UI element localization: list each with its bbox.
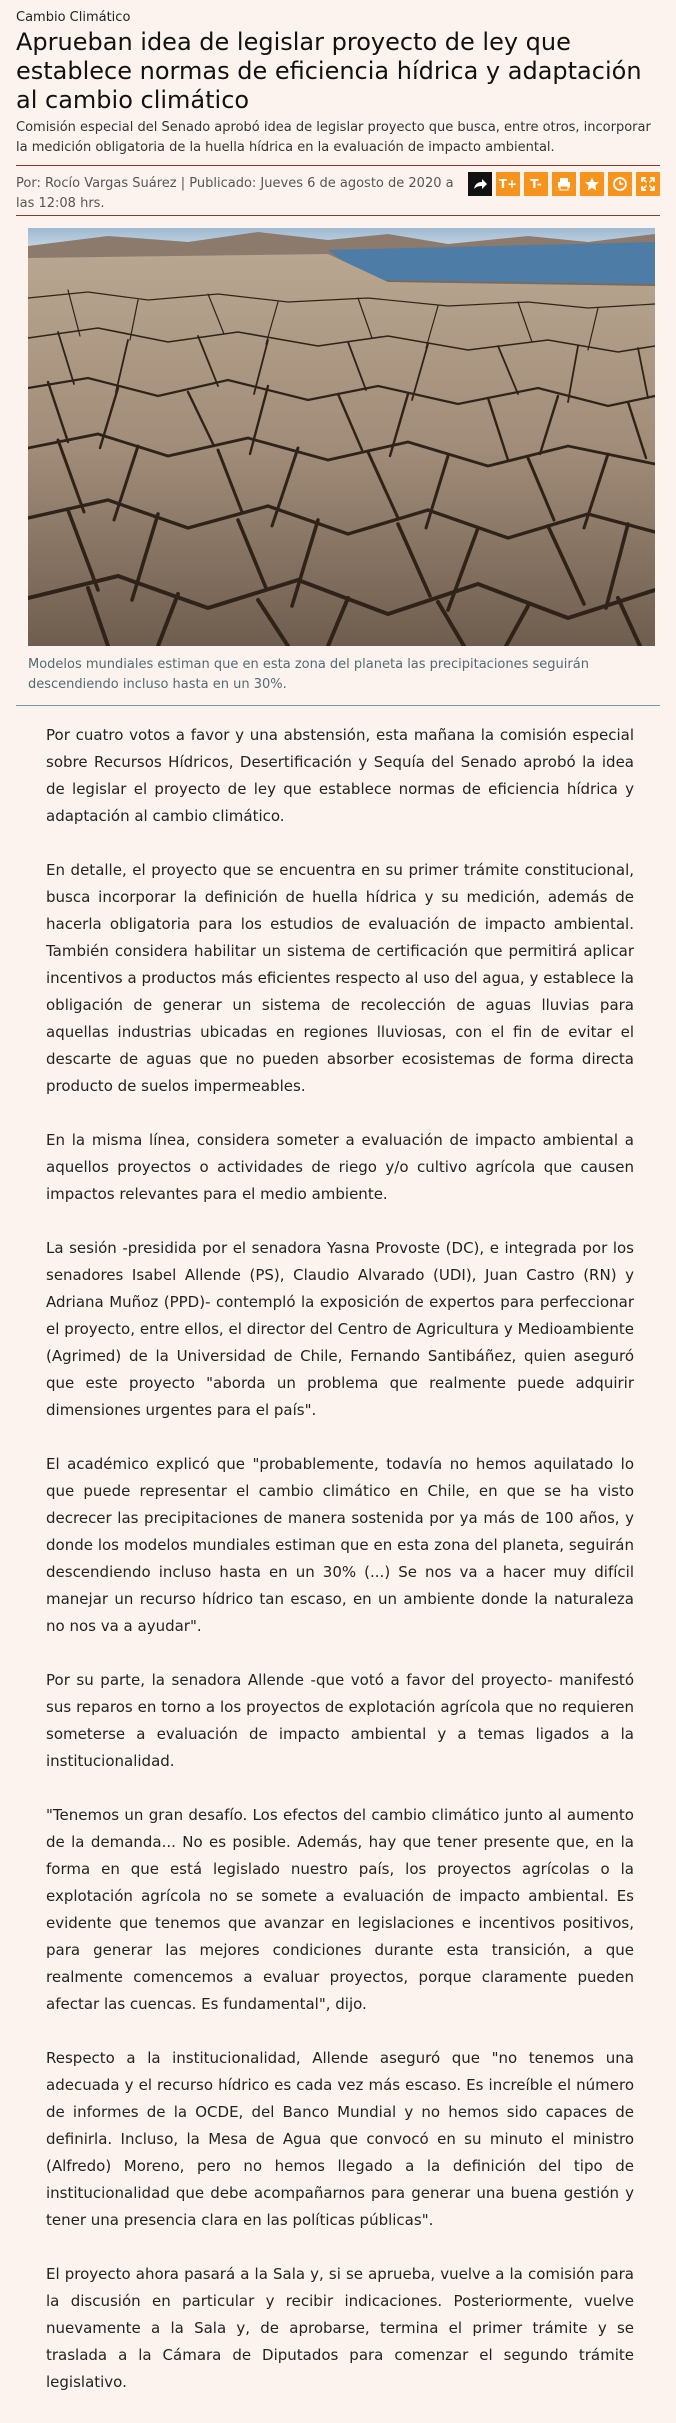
font-decrease-button[interactable]: T- [524, 172, 548, 196]
byline: Por: Rocío Vargas Suárez | Publicado: Jueves 6 de agosto de 2020 a las 12:08 hrs. [16, 176, 454, 211]
expand-icon [640, 176, 656, 192]
paragraph: Por su parte, la senadora Allende -que votó a favor del proyecto- manifestó sus reparos en torno a los proyectos de explotación agrícola que no requieren someterse a evaluación de impacto ambiental y a temas ligados a la institucionalidad. [46, 1671, 634, 1770]
paragraph: En la misma línea, considera someter a evaluación de impacto ambiental a aquellos proyectos o actividades de riego y/o cultivo agrícola que causen impactos relevantes para el medio ambiente. [46, 1131, 634, 1203]
article-body [46, 722, 634, 2423]
share-icon [472, 176, 488, 192]
article-title: Aprueban idea de legislar proyecto de ley que establece normas de eficiencia hídrica y adaptación al cambio climático [16, 28, 642, 114]
paragraph: Por cuatro votos a favor y una abstensión, esta mañana la comisión especial sobre Recursos Hídricos, Desertificación y Sequía del Senado aprobó la idea de legislar el proyecto de ley que establece normas de eficiencia hídrica y adaptación al cambio climático. [46, 726, 634, 825]
share-button[interactable] [468, 172, 492, 196]
fullscreen-button[interactable] [636, 172, 660, 196]
clock-icon [612, 176, 628, 192]
paragraph: Respecto a la institucionalidad, Allende aseguró que "no tenemos una adecuada y el recurso hídrico es cada vez más escaso. Es increíble el número de informes de la OCDE, del Banco Mundial y no hemos sido capaces de definirla. Incluso, la Mesa de Agua que convocó en su minuto el ministro (Alfredo) Moreno, pero no hemos llegado a la definición del tipo de institucionalidad que debe acompañarnos para generar una buena gestión y tener una presencia clara en las políticas públicas". [46, 2049, 634, 2229]
divider [16, 165, 660, 166]
article-toolbar [468, 172, 660, 196]
history-button[interactable] [608, 172, 632, 196]
paragraph: En detalle, el proyecto que se encuentra en su primer trámite constitucional, busca incorporar la definición de huella hídrica y su medición, además de hacerla obligatoria para los estudios de evaluación de impacto ambiental. También considera habilitar un sistema de certificación que permitirá aplicar incentivos a productos más eficientes respecto al uso del agua, y establece la obligación de generar un sistema de recolección de aguas lluvias para aquellas industrias ubicadas en regiones lluviosas, con el fin de evitar el descarte de aguas que no pueden absorber ecosistemas de forma directa producto de suelos impermeables. [46, 861, 634, 1095]
photo-caption: Modelos mundiales estiman que en esta zona del planeta las precipitaciones seguirán descendiendo incluso hasta en un 30%. [28, 657, 589, 692]
paragraph: El académico explicó que "probablemente, todavía no hemos aquilatado lo que puede representar el cambio climático en Chile, en que se ha visto decrecer las precipitaciones de manera sostenida por ya más de 100 años, y donde los modelos mundiales estiman que en esta zona del planeta, seguirán descendiendo incluso hasta en un 30% (...) Se nos va a hacer muy difícil manejar un recurso hídrico tan escaso, en un ambiente donde la naturaleza no nos va a ayudar". [46, 1455, 634, 1635]
divider [16, 705, 660, 706]
paragraph: "Tenemos un gran desafío. Los efectos del cambio climático junto al aumento de la demanda... No es posible. Además, hay que tener presente que, en la forma en que está legislado nuestro país, los proyectos agrícolas o la explotación agrícola no se somete a evaluación de impacto ambiental. Es evidente que tenemos que avanzar en legislaciones e incentivos positivos, para generar las mejores condiciones durante esta transición, a que realmente comencemos a evaluar proyectos, porque claramente pueden afectar las cuencas. Es fundamental", dijo. [46, 1806, 634, 2013]
paragraph: La sesión -presidida por el senadora Yasna Provoste (DC), e integrada por los senadores Isabel Allende (PS), Claudio Alvarado (UDI), Juan Castro (RN) y Adriana Muñoz (PPD)- contempló la exposición de expertos para perfeccionar el proyecto, entre ellos, el director del Centro de Agricultura y Medioambiente (Agrimed) de la Universidad de Chile, Fernando Santibáñez, quien aseguró que este proyecto "aborda un problema que realmente puede adquirir dimensiones urgentes para el país". [46, 1239, 634, 1419]
print-button[interactable] [552, 172, 576, 196]
divider [16, 215, 660, 216]
article-subtitle: Comisión especial del Senado aprobó idea de legislar proyecto que busca, entre otros, incorporar la medición obligatoria de la huella hídrica en la evaluación de impacto ambiental. [16, 120, 651, 155]
article-photo [28, 228, 655, 646]
star-icon [584, 176, 600, 192]
favorite-button[interactable] [580, 172, 604, 196]
font-increase-button[interactable]: T+ [496, 172, 520, 196]
dry-cracked-earth-photo [28, 228, 655, 646]
print-icon [556, 176, 572, 192]
paragraph: El proyecto ahora pasará a la Sala y, si se aprueba, vuelve a la comisión para la discusión en particular y recibir indicaciones. Posteriormente, vuelve nuevamente a la Sala y, de aprobarse, termina el primer trámite y se traslada a la Cámara de Diputados para comenzar el segundo trámite legislativo. [46, 2265, 634, 2391]
category-label[interactable]: Cambio Climático [16, 10, 131, 25]
